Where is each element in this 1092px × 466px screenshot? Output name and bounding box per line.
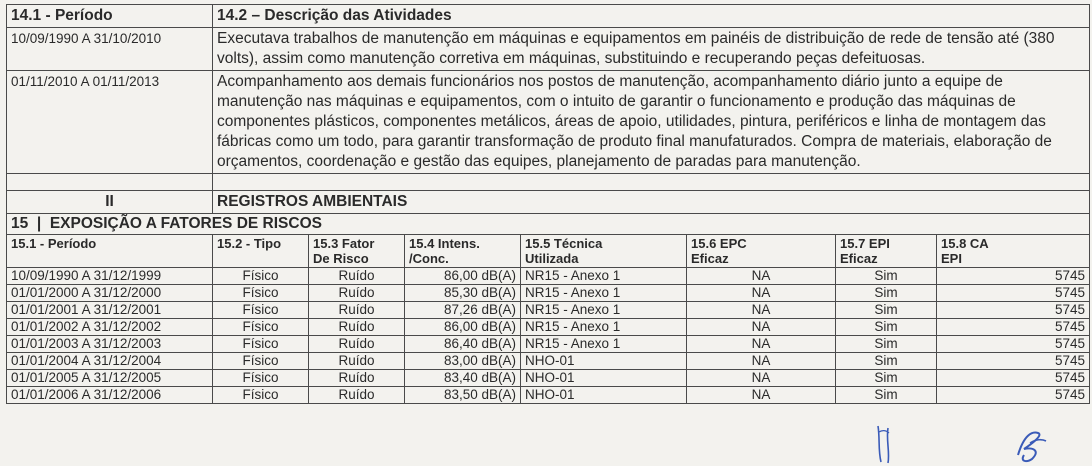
risk-cell-periodo: 01/01/2006 A 31/12/2006 [7, 387, 213, 404]
risk-cell-intens: 83,40 dB(A) [405, 370, 521, 387]
risk-cell-tecnica: NR15 - Anexo 1 [521, 285, 687, 302]
activity-description: Acompanhamento aos demais funcionários nos postos de manutenção, acompanhamento diário junto a equipe de manutenção nas máquinas e equipamentos, com o intuito de garantir o funcionamento e produção das máquinas de componentes plásticos, componentes metálicos, áreas de apoio, utilidades, pintura, periféricos e linha de montagem das fábricas como um todo, para garantir transformação de produto final manufaturados. Compra de materiais, elaboração de orçamentos, coordenação e gestão das equipes, planejamento de paradas para manutenção. [213, 71, 1090, 174]
col-header-fator: 15.3 Fator De Risco [309, 235, 405, 268]
risk-cell-epi: Sim [836, 353, 937, 370]
risk-cell-epc: NA [687, 353, 836, 370]
activities-table [6, 4, 1090, 214]
risk-row [7, 285, 1090, 302]
activity-period: 10/09/1990 A 31/10/2010 [7, 28, 213, 71]
risk-cell-periodo: 01/01/2004 A 31/12/2004 [7, 353, 213, 370]
risk-cell-periodo: 01/01/2000 A 31/12/2000 [7, 285, 213, 302]
activity-row [7, 71, 1090, 174]
risk-cell-epi: Sim [836, 319, 937, 336]
risk-cell-epc: NA [687, 370, 836, 387]
col-header-tecnica: 15.5 Técnica Utilizada [521, 235, 687, 268]
risk-cell-tipo: Físico [213, 302, 309, 319]
empty-cell [213, 174, 1090, 191]
section-15-title: 15 | EXPOSIÇÃO A FATORES DE RISCOS [7, 214, 1090, 235]
risk-cell-periodo: 10/09/1990 A 31/12/1999 [7, 268, 213, 285]
risk-cell-tipo: Físico [213, 285, 309, 302]
risk-cell-tecnica: NR15 - Anexo 1 [521, 336, 687, 353]
risk-cell-ca: 5745 [937, 268, 1090, 285]
risk-cell-fator: Ruído [309, 370, 405, 387]
handwritten-signature-icon [866, 424, 936, 464]
risk-cell-intens: 86,00 dB(A) [405, 268, 521, 285]
header-period: 14.1 - Período [7, 5, 213, 28]
risk-cell-epi: Sim [836, 285, 937, 302]
risk-cell-intens: 85,30 dB(A) [405, 285, 521, 302]
risk-cell-tipo: Físico [213, 370, 309, 387]
activity-description: Executava trabalhos de manutenção em máquinas e equipamentos em painéis de distribuição de rede de tensão até (380 volts), assim como manutenção corretiva em máquinas, substituindo e recuperando peças defeituosas. [213, 28, 1090, 71]
column-header-row [7, 235, 1090, 268]
risk-cell-epi: Sim [836, 302, 937, 319]
risk-row [7, 387, 1090, 404]
risk-cell-periodo: 01/01/2003 A 31/12/2003 [7, 336, 213, 353]
risk-row [7, 353, 1090, 370]
risk-cell-intens: 83,50 dB(A) [405, 387, 521, 404]
handwritten-initials-icon [1010, 425, 1070, 465]
risk-cell-fator: Ruído [309, 353, 405, 370]
activities-header-row [7, 5, 1090, 28]
risk-cell-intens: 87,26 dB(A) [405, 302, 521, 319]
risk-cell-epc: NA [687, 285, 836, 302]
header-description: 14.2 – Descrição das Atividades [213, 5, 1090, 28]
risk-cell-ca: 5745 [937, 319, 1090, 336]
risk-cell-epc: NA [687, 268, 836, 285]
risk-rows [7, 268, 1090, 404]
col-header-ca: 15.8 CA EPI [937, 235, 1090, 268]
risk-cell-epi: Sim [836, 268, 937, 285]
risk-cell-ca: 5745 [937, 336, 1090, 353]
risk-cell-epc: NA [687, 319, 836, 336]
risk-cell-epi: Sim [836, 336, 937, 353]
risk-cell-tecnica: NHO-01 [521, 370, 687, 387]
risk-cell-tecnica: NR15 - Anexo 1 [521, 268, 687, 285]
risk-cell-ca: 5745 [937, 302, 1090, 319]
risk-cell-tipo: Físico [213, 336, 309, 353]
risk-cell-epc: NA [687, 336, 836, 353]
risk-cell-fator: Ruído [309, 285, 405, 302]
risk-cell-fator: Ruído [309, 336, 405, 353]
section-15-number: 15 [11, 215, 29, 232]
risk-cell-fator: Ruído [309, 302, 405, 319]
col-header-intens: 15.4 Intens. /Conc. [405, 235, 521, 268]
risk-cell-fator: Ruído [309, 268, 405, 285]
risk-cell-ca: 5745 [937, 353, 1090, 370]
risk-cell-ca: 5745 [937, 370, 1090, 387]
risk-cell-tecnica: NR15 - Anexo 1 [521, 319, 687, 336]
col-header-epi: 15.7 EPI Eficaz [836, 235, 937, 268]
risk-row [7, 370, 1090, 387]
risk-cell-fator: Ruído [309, 387, 405, 404]
risk-cell-tipo: Físico [213, 387, 309, 404]
risk-cell-epi: Sim [836, 387, 937, 404]
risk-cell-tecnica: NHO-01 [521, 353, 687, 370]
document-page [6, 4, 1090, 404]
section-15-title-text: EXPOSIÇÃO A FATORES DE RISCOS [49, 215, 322, 232]
activity-row [7, 28, 1090, 71]
col-header-periodo: 15.1 - Período [7, 235, 213, 268]
risk-cell-tipo: Físico [213, 268, 309, 285]
col-header-tipo: 15.2 - Tipo [213, 235, 309, 268]
risk-cell-ca: 5745 [937, 387, 1090, 404]
activity-period: 01/11/2010 A 01/11/2013 [7, 71, 213, 174]
empty-row [7, 174, 1090, 191]
risk-cell-intens: 86,40 dB(A) [405, 336, 521, 353]
risk-row [7, 336, 1090, 353]
risk-cell-fator: Ruído [309, 319, 405, 336]
risk-cell-periodo: 01/01/2002 A 31/12/2002 [7, 319, 213, 336]
risk-cell-epi: Sim [836, 370, 937, 387]
col-header-epc: 15.6 EPC Eficaz [687, 235, 836, 268]
empty-cell [7, 174, 213, 191]
risk-cell-epc: NA [687, 387, 836, 404]
section-roman-numeral: II [7, 191, 213, 214]
risk-cell-ca: 5745 [937, 285, 1090, 302]
risk-cell-periodo: 01/01/2005 A 31/12/2005 [7, 370, 213, 387]
risk-cell-intens: 86,00 dB(A) [405, 319, 521, 336]
risk-row [7, 302, 1090, 319]
risk-cell-tecnica: NR15 - Anexo 1 [521, 302, 687, 319]
section-registros-title: REGISTROS AMBIENTAIS [213, 191, 1090, 214]
risk-cell-intens: 83,00 dB(A) [405, 353, 521, 370]
risk-exposure-table [6, 213, 1090, 404]
risk-cell-tipo: Físico [213, 353, 309, 370]
section-15-title-row [7, 214, 1090, 235]
risk-row [7, 319, 1090, 336]
section-registros-row [7, 191, 1090, 214]
risk-cell-epc: NA [687, 302, 836, 319]
risk-cell-tipo: Físico [213, 319, 309, 336]
risk-row [7, 268, 1090, 285]
risk-cell-tecnica: NHO-01 [521, 387, 687, 404]
risk-cell-periodo: 01/01/2001 A 31/12/2001 [7, 302, 213, 319]
